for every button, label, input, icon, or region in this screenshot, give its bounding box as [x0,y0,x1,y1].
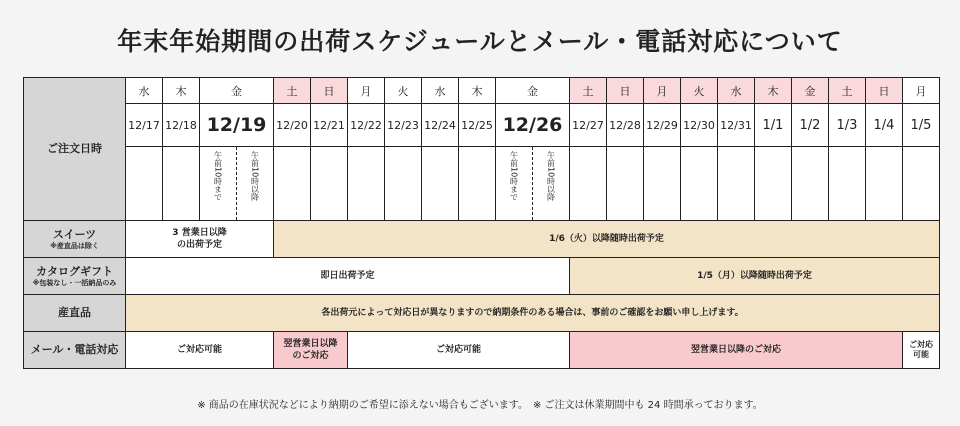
cutoff-after-note: 午前10時以降 [250,151,260,202]
footnote: ※ 商品の在庫状況などにより納期のご希望に添えない場合もございます。 ※ ご注文は休業期間中も 24 時間承っております。 [197,400,763,411]
weekday-cell: 土 [829,78,866,104]
contact-segment-5: ご対応 可能 [903,332,940,369]
weekday-cell: 金 [792,78,829,104]
direct-header: 産直品 [24,295,126,332]
cutoff-cell [422,147,459,221]
sweets-header [24,221,126,258]
weekday-cell: 日 [866,78,903,104]
page-title: 年末年始期間の出荷スケジュールとメール・電話対応について [117,27,843,56]
sweets-label: スイーツ [52,227,97,241]
date-cell: 12/19 [200,104,274,147]
direct-row [24,295,940,332]
cutoff-cell [866,147,903,221]
weekday-cell: 土 [570,78,607,104]
weekday-row [24,78,940,104]
date-row [24,104,940,147]
weekday-cell: 金 [200,78,274,104]
sweets-row [24,221,940,258]
order-date-header: ご注文日時 [24,78,126,221]
cutoff-cell [163,147,200,221]
weekday-cell: 日 [311,78,348,104]
catalog-segment-1: 即日出荷予定 [126,258,570,295]
catalog-header [24,258,126,295]
date-cell: 12/22 [348,104,385,147]
weekday-cell: 月 [903,78,940,104]
weekday-cell: 日 [607,78,644,104]
schedule-table [23,77,940,369]
contact-header: メール・電話対応 [24,332,126,369]
weekday-cell: 木 [163,78,200,104]
date-cell: 12/17 [126,104,163,147]
date-cell: 12/30 [681,104,718,147]
weekday-cell: 水 [126,78,163,104]
cutoff-cell [570,147,607,221]
cutoff-cell [311,147,348,221]
date-cell: 12/26 [496,104,570,147]
contact-segment-4: 翌営業日以降のご対応 [570,332,903,369]
weekday-cell: 水 [422,78,459,104]
weekday-cell: 水 [718,78,755,104]
date-cell: 12/20 [274,104,311,147]
contact-segment-2: 翌営業日以降 のご対応 [274,332,348,369]
weekday-cell: 土 [274,78,311,104]
cutoff-cell [496,147,570,221]
weekday-cell: 木 [459,78,496,104]
cutoff-before-note: 午前10時まで [213,151,223,202]
date-cell: 12/24 [422,104,459,147]
weekday-cell: 金 [496,78,570,104]
cutoff-cell [681,147,718,221]
weekday-cell: 火 [681,78,718,104]
catalog-segment-2: 1/5（月）以降随時出荷予定 [570,258,940,295]
cutoff-note-row [24,147,940,221]
cutoff-cell [903,147,940,221]
date-cell: 12/25 [459,104,496,147]
weekday-cell: 木 [755,78,792,104]
contact-segment-1: ご対応可能 [126,332,274,369]
contact-row [24,332,940,369]
date-cell: 1/2 [792,104,829,147]
cutoff-cell [126,147,163,221]
sweets-segment-2: 1/6（火）以降随時出荷予定 [274,221,940,258]
cutoff-cell [607,147,644,221]
date-cell: 12/23 [385,104,422,147]
cutoff-after-note: 午前10時以降 [546,151,556,202]
weekday-cell: 月 [348,78,385,104]
date-cell: 12/28 [607,104,644,147]
contact-segment-3: ご対応可能 [348,332,570,369]
sweets-note: ※産直品は除く [50,241,99,250]
cutoff-cell [200,147,274,221]
date-cell: 1/3 [829,104,866,147]
cutoff-cell [459,147,496,221]
weekday-cell: 火 [385,78,422,104]
cutoff-cell [792,147,829,221]
catalog-row [24,258,940,295]
date-cell: 1/5 [903,104,940,147]
date-cell: 1/1 [755,104,792,147]
date-cell: 12/18 [163,104,200,147]
catalog-note: ※包装なし・一括納品のみ [32,278,117,287]
cutoff-cell [718,147,755,221]
cutoff-cell [348,147,385,221]
cutoff-cell [644,147,681,221]
direct-segment-1: 各出荷元によって対応日が異なりますので納期条件のある場合は、事前のご確認をお願い申し上げます。 [126,295,940,332]
date-cell: 12/31 [718,104,755,147]
date-cell: 12/29 [644,104,681,147]
cutoff-cell [755,147,792,221]
weekday-cell: 月 [644,78,681,104]
date-cell: 12/21 [311,104,348,147]
cutoff-cell [385,147,422,221]
cutoff-cell [274,147,311,221]
date-cell: 1/4 [866,104,903,147]
catalog-label: カタログギフト [36,264,113,278]
cutoff-cell [829,147,866,221]
cutoff-before-note: 午前10時まで [509,151,519,202]
date-cell: 12/27 [570,104,607,147]
sweets-segment-1: 3 営業日以降 の出荷予定 [126,221,274,258]
